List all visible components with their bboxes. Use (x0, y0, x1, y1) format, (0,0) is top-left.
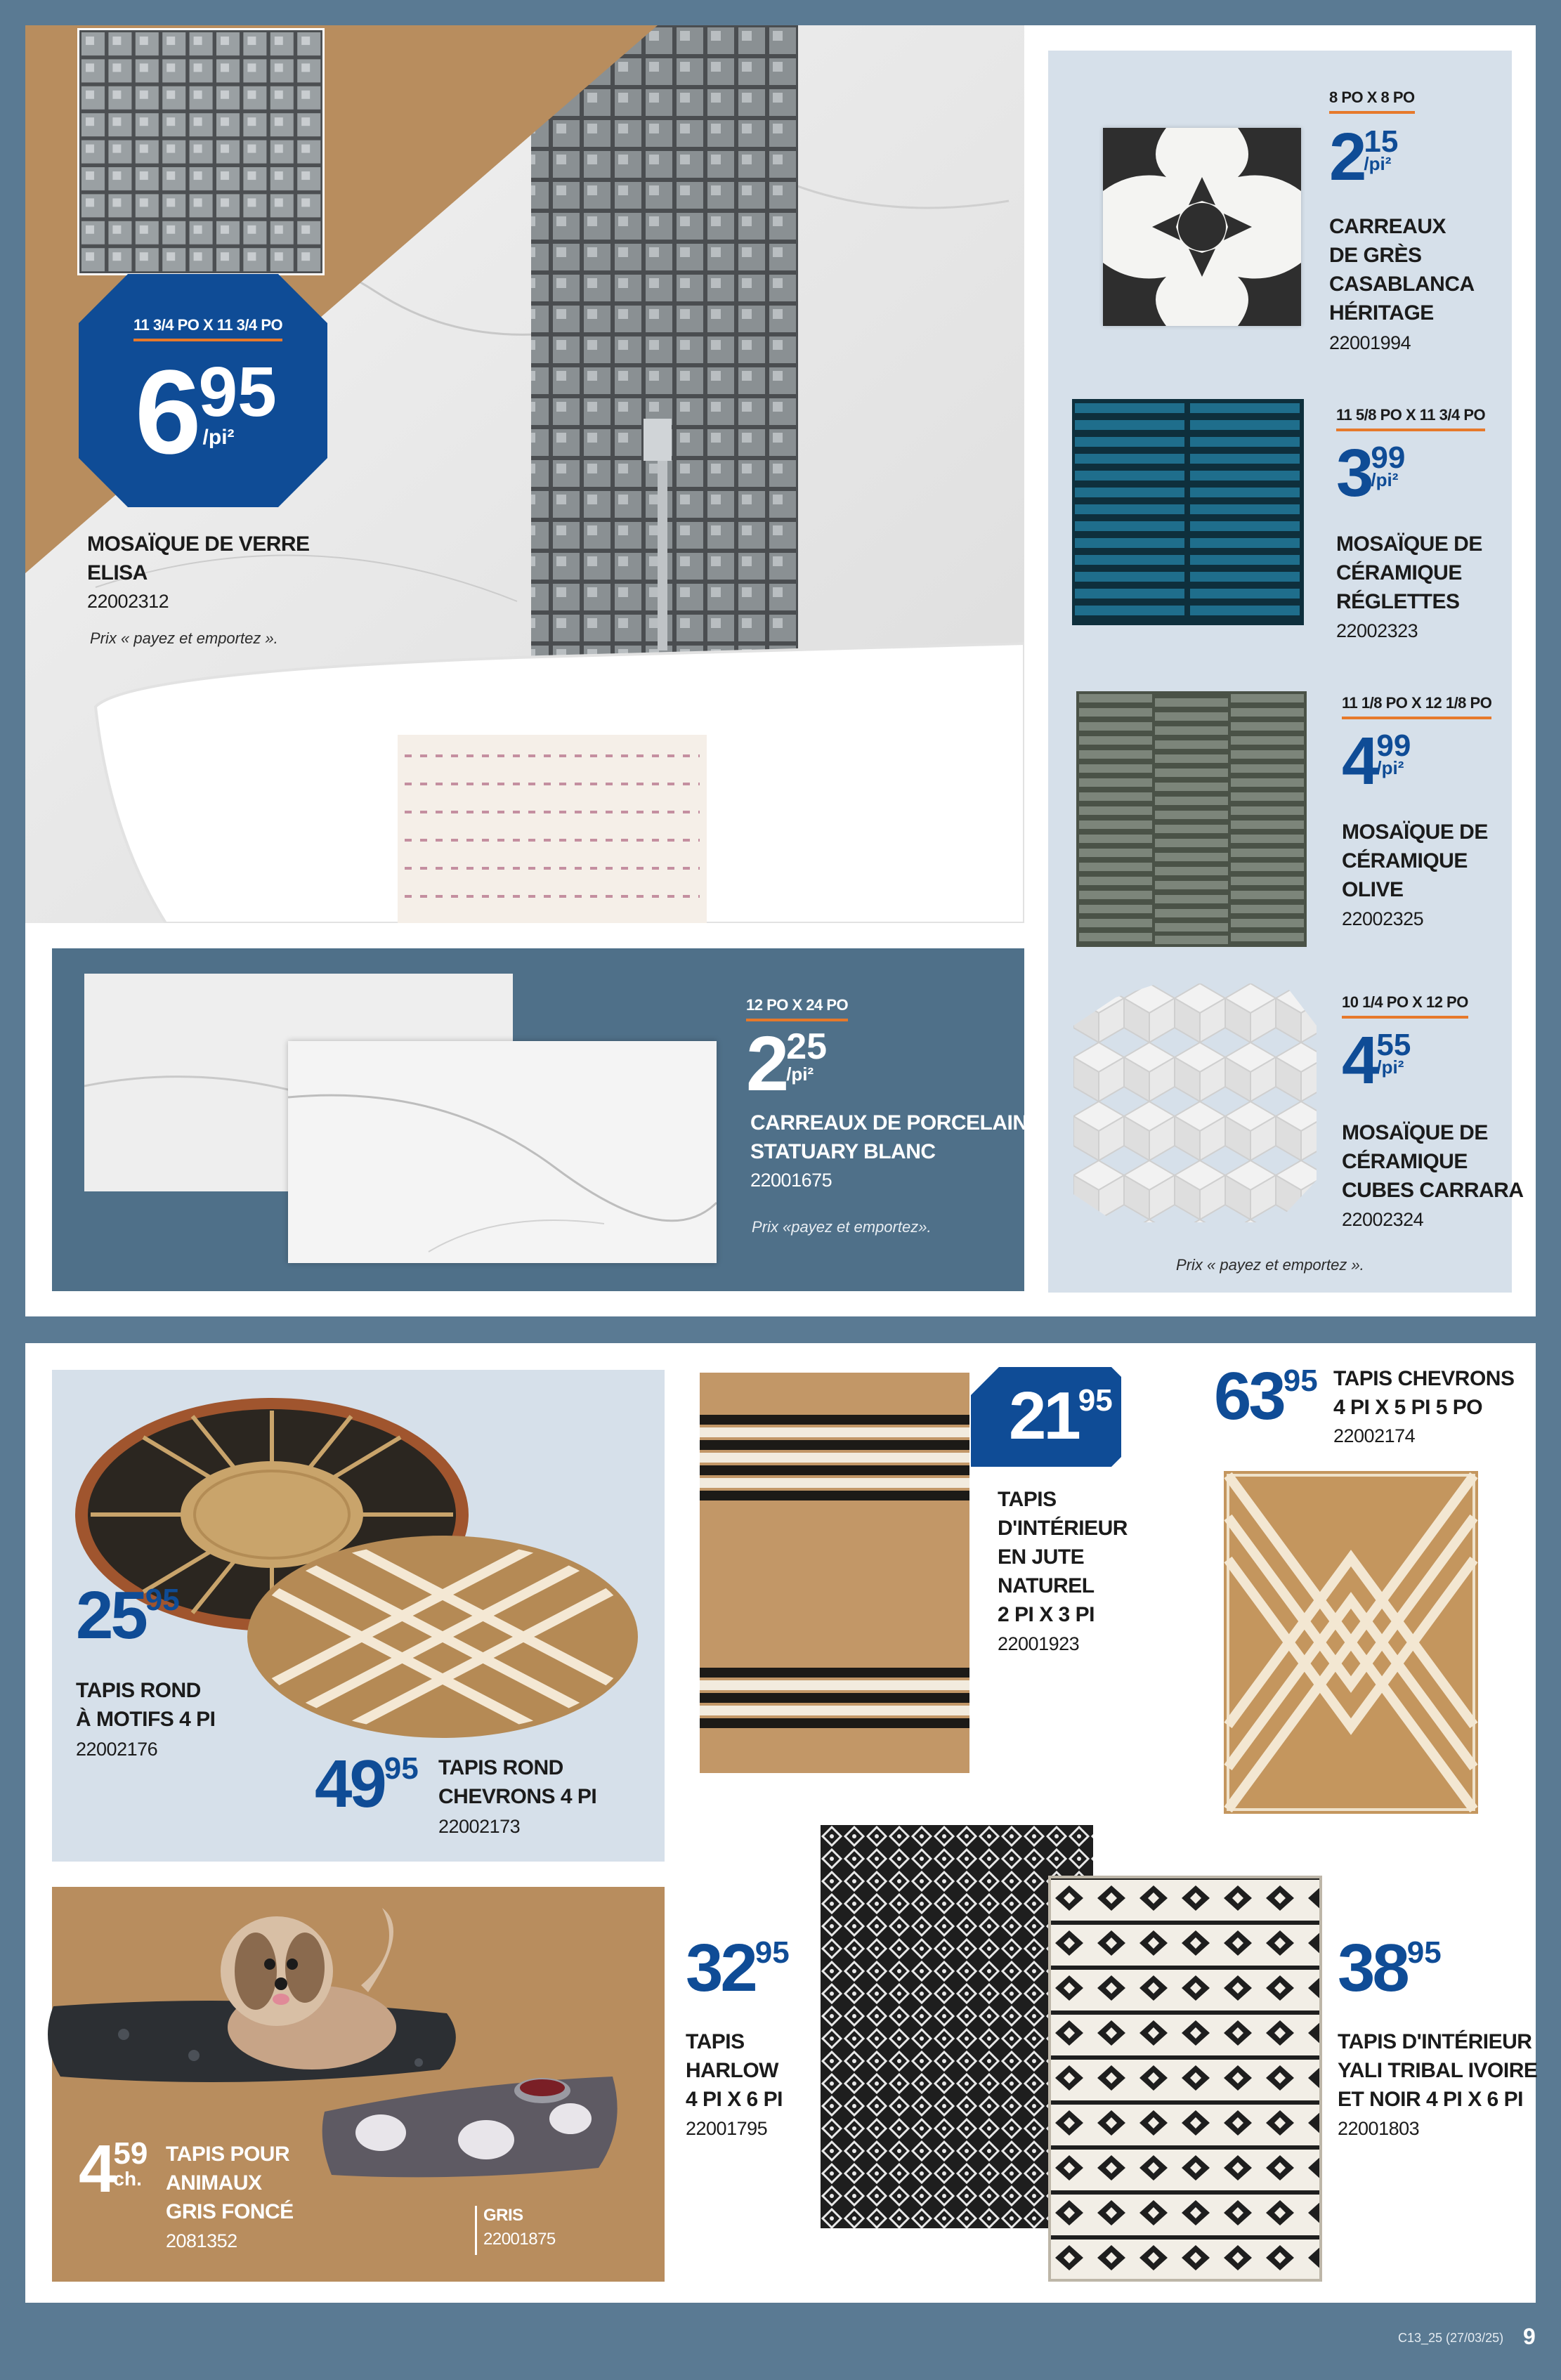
pets-unit: ch. (113, 2168, 142, 2190)
reglettes-sku: 22002323 (1336, 620, 1418, 641)
dog-image (207, 1887, 414, 2081)
page-number: 9 (1523, 2324, 1536, 2349)
pet-mat-grey-image (318, 2070, 622, 2182)
carrara-dimensions: 10 1/4 PO X 12 PO (1342, 993, 1468, 1019)
yali-price (1338, 1930, 1442, 2006)
pets-name-line3: GRIS FONCÉ (166, 2200, 294, 2223)
chevrons-round-name-line1: TAPIS ROND (438, 1756, 563, 1779)
elisa-note: Prix « payez et emportez ». (90, 629, 278, 647)
yali-sku: 22001803 (1338, 2118, 1420, 2139)
jute-name-line1: TAPIS (998, 1488, 1057, 1511)
pets-sku: 2081352 (166, 2230, 237, 2251)
olive-price-cents: 99 (1376, 728, 1411, 763)
jute-sku: 22001923 (998, 1633, 1080, 1654)
chevrons-round-price-dollars: 49 (315, 1746, 384, 1822)
olive-sku: 22002325 (1342, 908, 1424, 929)
harlow-name-line3: 4 PI X 6 PI (686, 2088, 783, 2111)
pets-variant-sku: 22001875 (483, 2230, 556, 2249)
carrara-price (1342, 1023, 1411, 1098)
elisa-unit: /pi² (202, 426, 235, 449)
reglettes-name-line2: CÉRAMIQUE (1336, 561, 1462, 584)
reglettes-price-dollars: 3 (1336, 436, 1371, 511)
chevrons-round-price (315, 1746, 419, 1822)
carrara-name-line3: CUBES CARRARA (1342, 1179, 1524, 1202)
statuary-price-cents: 25 (786, 1026, 828, 1067)
carrara-name-line2: CÉRAMIQUE (1342, 1150, 1468, 1173)
olive-dimensions: 11 1/8 PO X 12 1/8 PO (1342, 694, 1491, 719)
chevrons-name-line2: 4 PI X 5 PI 5 PO (1333, 1396, 1483, 1419)
harlow-price (686, 1930, 790, 2006)
pets-variant-label: GRIS (483, 2206, 523, 2225)
pets-price (79, 2131, 148, 2206)
olive-price (1342, 724, 1411, 799)
chevrons-rug-image (1224, 1471, 1478, 1814)
elisa-price-cents: 95 (198, 353, 277, 431)
tiles-right-note: Prix « payez et emportez ». (1176, 1256, 1364, 1274)
jute-name-line5: 2 PI X 3 PI (998, 1603, 1095, 1626)
reglettes-name-line3: RÉGLETTES (1336, 590, 1460, 613)
olive-name-line3: OLIVE (1342, 878, 1404, 901)
jute-price-cents: 95 (1078, 1383, 1113, 1418)
chevrons-round-name-line2: CHEVRONS 4 PI (438, 1785, 597, 1808)
pets-name-line1: TAPIS POUR (166, 2143, 290, 2166)
chevrons-round-sku: 22002173 (438, 1816, 521, 1837)
reglettes-price-cents: 99 (1371, 440, 1406, 475)
statuary-note: Prix «payez et emportez». (752, 1218, 932, 1236)
elisa-price-dollars: 6 (135, 346, 199, 479)
elisa-sku: 22002312 (87, 591, 169, 612)
casablanca-tile (1103, 128, 1301, 326)
footer-code: C13_25 (27/03/25) (1398, 2331, 1504, 2345)
yali-name-line3: ET NOIR 4 PI X 6 PI (1338, 2088, 1523, 2111)
chevrons-price-dollars: 63 (1214, 1359, 1284, 1434)
carrara-price-dollars: 4 (1342, 1023, 1377, 1098)
elisa-price (135, 346, 277, 479)
jute-price-dollars: 21 (1009, 1378, 1078, 1453)
chevrons-sku: 22002174 (1333, 1425, 1416, 1446)
motifs-price (76, 1578, 180, 1653)
chevrons-name-line1: TAPIS CHEVRONS (1333, 1367, 1515, 1390)
reglettes-name-line1: MOSAÏQUE DE (1336, 532, 1482, 556)
olive-tile (1076, 691, 1307, 947)
olive-unit: /pi² (1376, 757, 1404, 778)
statuary-name-line2: STATUARY BLANC (750, 1140, 936, 1163)
jute-price (1009, 1378, 1113, 1453)
yali-price-cents: 95 (1406, 1935, 1442, 1970)
olive-name-line1: MOSAÏQUE DE (1342, 820, 1488, 844)
carrara-price-cents: 55 (1376, 1028, 1411, 1062)
casablanca-price-dollars: 2 (1329, 119, 1364, 195)
casablanca-name-line2: DE GRÈS (1329, 244, 1422, 267)
chevrons-price (1214, 1359, 1318, 1434)
yali-rug-image (1048, 1876, 1322, 2282)
yali-name-line1: TAPIS D'INTÉRIEUR (1338, 2030, 1532, 2053)
harlow-name-line2: HARLOW (686, 2059, 778, 2082)
jute-rug-image (700, 1373, 969, 1773)
carrara-tile (1073, 983, 1317, 1222)
jute-name-line2: D'INTÉRIEUR (998, 1517, 1128, 1540)
olive-name-line2: CÉRAMIQUE (1342, 849, 1468, 872)
harlow-sku: 22001795 (686, 2118, 768, 2139)
carrara-unit: /pi² (1376, 1057, 1404, 1078)
casablanca-dimensions: 8 PO X 8 PO (1329, 89, 1415, 114)
casablanca-name-line3: CASABLANCA (1329, 273, 1475, 296)
jute-price-tag (971, 1367, 1121, 1467)
yali-price-dollars: 38 (1338, 1930, 1407, 2006)
carrara-name-line1: MOSAÏQUE DE (1342, 1121, 1488, 1144)
statuary-price-dollars: 2 (746, 1021, 787, 1107)
pets-price-cents: 59 (113, 2136, 148, 2171)
harlow-name-line1: TAPIS (686, 2030, 745, 2053)
casablanca-sku: 22001994 (1329, 332, 1411, 353)
reglettes-dimensions: 11 5/8 PO X 11 3/4 PO (1336, 406, 1485, 431)
reglettes-price (1336, 436, 1406, 511)
motifs-price-cents: 95 (145, 1583, 180, 1617)
carrara-sku: 22002324 (1342, 1209, 1424, 1230)
elisa-price-badge (79, 274, 327, 507)
round-rug-chevrons-image (246, 1534, 639, 1739)
harlow-price-cents: 95 (755, 1935, 790, 1970)
motifs-price-dollars: 25 (76, 1578, 145, 1653)
reglettes-tile (1072, 399, 1304, 625)
statuary-price (746, 1021, 828, 1107)
jute-name-line3: EN JUTE (998, 1545, 1085, 1569)
jute-name-line4: NATUREL (998, 1574, 1095, 1597)
elisa-tile-sample (77, 28, 325, 275)
harlow-price-dollars: 32 (686, 1930, 755, 2006)
yali-name-line2: YALI TRIBAL IVOIRE (1338, 2059, 1538, 2082)
elisa-dimensions: 11 3/4 PO X 11 3/4 PO (133, 316, 282, 341)
statuary-unit: /pi² (786, 1064, 814, 1085)
motifs-name-line2: À MOTIFS 4 PI (76, 1708, 216, 1731)
statuary-name-line1: CARREAUX DE PORCELAINE (750, 1111, 1042, 1135)
casablanca-price (1329, 119, 1399, 195)
elisa-name-line2: ELISA (87, 561, 148, 584)
motifs-name-line1: TAPIS ROND (76, 1679, 201, 1702)
motifs-sku: 22002176 (76, 1739, 158, 1760)
chevrons-round-price-cents: 95 (384, 1751, 419, 1786)
statuary-dimensions: 12 PO X 24 PO (746, 996, 848, 1021)
statuary-tile-front (288, 1041, 717, 1263)
chevrons-price-cents: 95 (1283, 1364, 1318, 1398)
casablanca-unit: /pi² (1364, 153, 1392, 174)
casablanca-name-line4: HÉRITAGE (1329, 301, 1434, 325)
reglettes-unit: /pi² (1371, 469, 1399, 490)
casablanca-name-line1: CARREAUX (1329, 215, 1446, 238)
olive-price-dollars: 4 (1342, 724, 1377, 799)
statuary-sku: 22001675 (750, 1170, 832, 1191)
pets-price-dollars: 4 (79, 2131, 114, 2206)
pets-variant-divider (475, 2206, 477, 2255)
casablanca-price-cents: 15 (1364, 124, 1399, 159)
elisa-name-line1: MOSAÏQUE DE VERRE (87, 532, 310, 556)
pets-name-line2: ANIMAUX (166, 2171, 262, 2195)
